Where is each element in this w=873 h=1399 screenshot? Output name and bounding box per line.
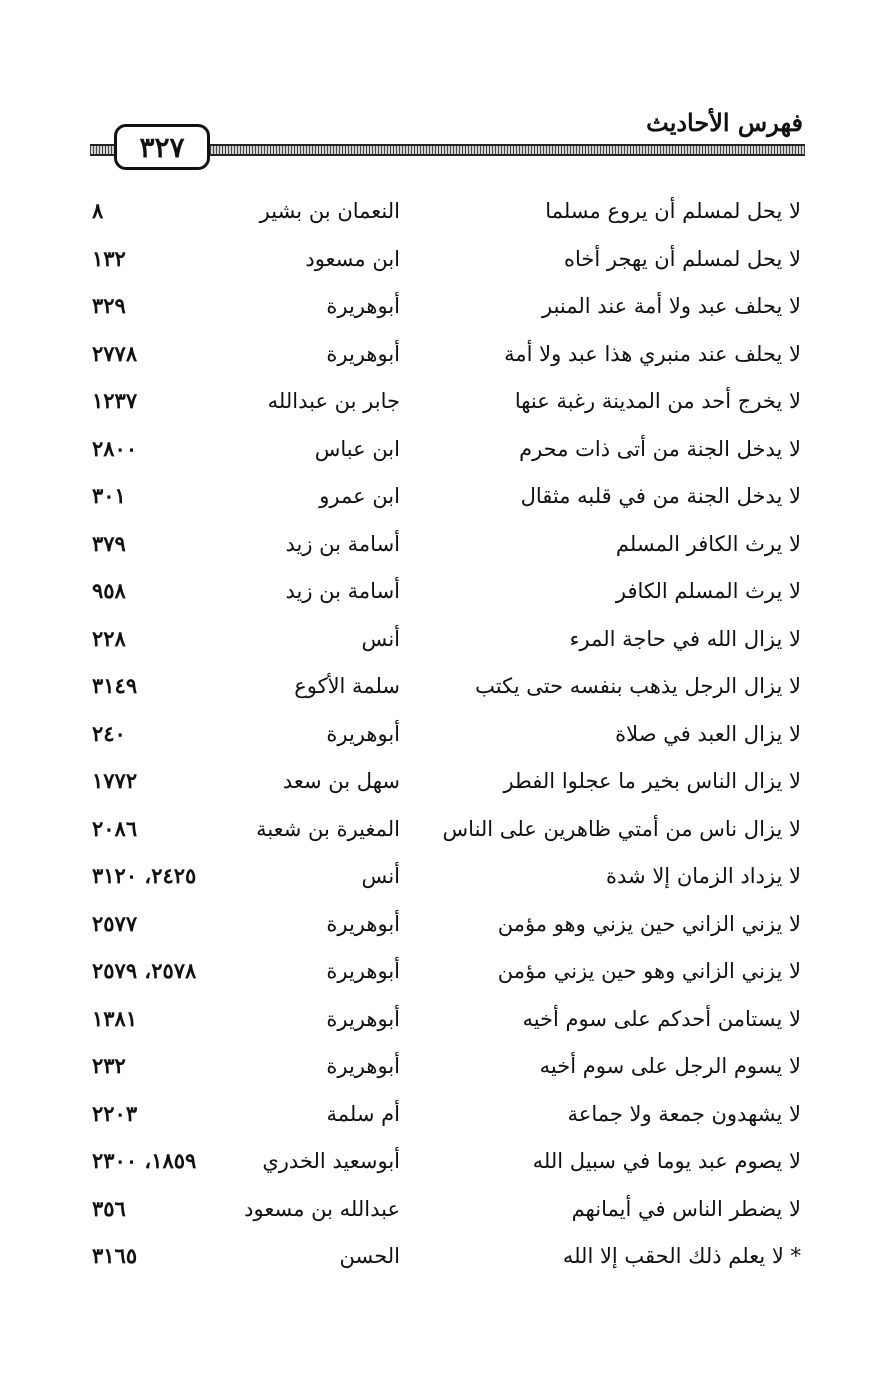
hadith-text: * لا يعلم ذلك الحقب إلا الله — [562, 1244, 801, 1268]
hadith-number: ٣٧٩ — [92, 530, 126, 556]
index-row — [0, 1043, 873, 1091]
hadith-text: لا يصوم عبد يوما في سبيل الله — [532, 1149, 801, 1173]
hadith-text: لا يدخل الجنة من أتى ذات محرم — [519, 436, 801, 461]
narrator-name: سلمة الأكوع — [294, 674, 400, 698]
narrator-name: أبوهريرة — [326, 721, 400, 746]
narrator-name: أسامة بن زيد — [285, 531, 400, 556]
hadith-number: ١٣٨١ — [92, 1005, 138, 1031]
index-row — [0, 331, 873, 379]
hadith-number: ٣١٤٩ — [92, 673, 138, 698]
narrator-name: أبوهريرة — [326, 1006, 400, 1031]
index-row — [0, 1186, 873, 1234]
narrator-name: جابر بن عبدالله — [267, 389, 400, 413]
hadith-number: ٢٣٢ — [92, 1053, 126, 1078]
index-row — [0, 568, 873, 616]
hadith-text: لا يسوم الرجل على سوم أخيه — [539, 1054, 801, 1078]
hadith-number: ٢٨٠٠ — [92, 435, 138, 461]
narrator-name: أسامة بن زيد — [285, 579, 400, 603]
hadith-text: لا يزني الزاني حين يزني وهو مؤمن — [497, 911, 801, 936]
hadith-number: ٢٠٨٦ — [92, 815, 138, 841]
narrator-name: أبوسعيد الخدري — [262, 1149, 400, 1173]
narrator-name: أبوهريرة — [326, 294, 400, 318]
narrator-name: الحسن — [339, 1244, 400, 1268]
hadith-text: لا يزداد الزمان إلا شدة — [606, 864, 801, 888]
index-row — [0, 663, 873, 711]
hadith-number: ٢٥٧٨، ٢٥٧٩ — [92, 958, 197, 983]
index-row — [0, 188, 873, 236]
narrator-name: ابن مسعود — [305, 246, 400, 271]
index-row — [0, 378, 873, 426]
index-row — [0, 426, 873, 474]
hadith-number: ٢٢٨ — [92, 625, 126, 651]
hadith-text: لا يحل لمسلم أن يروع مسلما — [545, 199, 801, 223]
narrator-name: عبدالله بن مسعود — [244, 1196, 400, 1221]
narrator-name: أبوهريرة — [326, 959, 400, 983]
hadith-text: لا يزال الله في حاجة المرء — [569, 626, 801, 651]
index-row — [0, 236, 873, 284]
index-row — [0, 996, 873, 1044]
hadith-text: لا يزني الزاني وهو حين يزني مؤمن — [497, 959, 801, 983]
index-row — [0, 283, 873, 331]
narrator-name: أبوهريرة — [326, 911, 400, 936]
hadith-number: ٨ — [92, 198, 104, 223]
index-row — [0, 473, 873, 521]
hadith-text: لا يزال الناس بخير ما عجلوا الفطر — [503, 769, 801, 793]
index-row — [0, 1091, 873, 1139]
hadith-number: ١٧٧٢ — [92, 768, 138, 793]
index-row — [0, 758, 873, 806]
page-number: ٣٢٧ — [114, 124, 210, 170]
narrator-name: أم سلمة — [326, 1101, 400, 1126]
hadith-text: لا يدخل الجنة من في قلبه مثقال — [520, 484, 801, 508]
hadith-text: لا يضطر الناس في أيمانهم — [571, 1196, 801, 1221]
hadith-number: ١٣٢ — [92, 245, 126, 271]
index-row — [0, 1138, 873, 1186]
index-row — [0, 806, 873, 854]
narrator-name: أبوهريرة — [326, 341, 400, 366]
hadith-text: لا يشهدون جمعة ولا جماعة — [567, 1101, 801, 1126]
hadith-text: لا يخرج أحد من المدينة رغبة عنها — [514, 389, 801, 413]
hadith-number: ٢٥٧٧ — [92, 910, 138, 936]
running-title: فهرس الأحاديث — [646, 108, 803, 137]
index-row — [0, 1233, 873, 1281]
narrator-name: ابن عباس — [314, 436, 400, 461]
hadith-number: ٢٤٠ — [92, 720, 126, 746]
narrator-name: المغيرة بن شعبة — [256, 816, 400, 841]
index-row — [0, 853, 873, 901]
hadith-number: ٩٥٨ — [92, 578, 126, 603]
hadith-number: ٣٠١ — [92, 483, 126, 508]
narrator-name: ابن عمرو — [319, 484, 400, 508]
narrator-name: أنس — [361, 864, 400, 888]
index-row — [0, 901, 873, 949]
hadith-index-list — [0, 188, 873, 1281]
narrator-name: أبوهريرة — [326, 1054, 400, 1078]
index-row — [0, 948, 873, 996]
hadith-text: لا يحلف عبد ولا أمة عند المنبر — [542, 294, 801, 318]
hadith-text: لا يرث المسلم الكافر — [615, 579, 801, 603]
hadith-text: لا يحلف عند منبري هذا عبد ولا أمة — [504, 341, 801, 366]
index-row — [0, 521, 873, 569]
hadith-number: ١٨٥٩، ٢٣٠٠ — [92, 1148, 197, 1173]
narrator-name: سهل بن سعد — [282, 769, 400, 793]
hadith-number: ١٢٣٧ — [92, 388, 138, 413]
hadith-text: لا يزال الرجل يذهب بنفسه حتى يكتب — [475, 674, 801, 698]
hadith-number: ٢٧٧٨ — [92, 340, 138, 366]
narrator-name: النعمان بن بشير — [259, 199, 400, 223]
index-row — [0, 616, 873, 664]
hadith-number: ٢٢٠٣ — [92, 1100, 138, 1126]
narrator-name: أنس — [361, 626, 400, 651]
hadith-text: لا يحل لمسلم أن يهجر أخاه — [564, 246, 801, 271]
hadith-number: ٣١٦٥ — [92, 1243, 138, 1268]
index-row — [0, 711, 873, 759]
hadith-text: لا يستامن أحدكم على سوم أخيه — [522, 1006, 801, 1031]
hadith-number: ٣٥٦ — [92, 1195, 126, 1221]
hadith-number: ٣٢٩ — [92, 293, 126, 318]
hadith-number: ٢٤٢٥، ٣١٢٠ — [92, 863, 197, 888]
hadith-text: لا يزال ناس من أمتي ظاهرين على الناس — [442, 816, 801, 841]
hadith-text: لا يزال العبد في صلاة — [615, 721, 801, 746]
hadith-text: لا يرث الكافر المسلم — [615, 531, 801, 556]
